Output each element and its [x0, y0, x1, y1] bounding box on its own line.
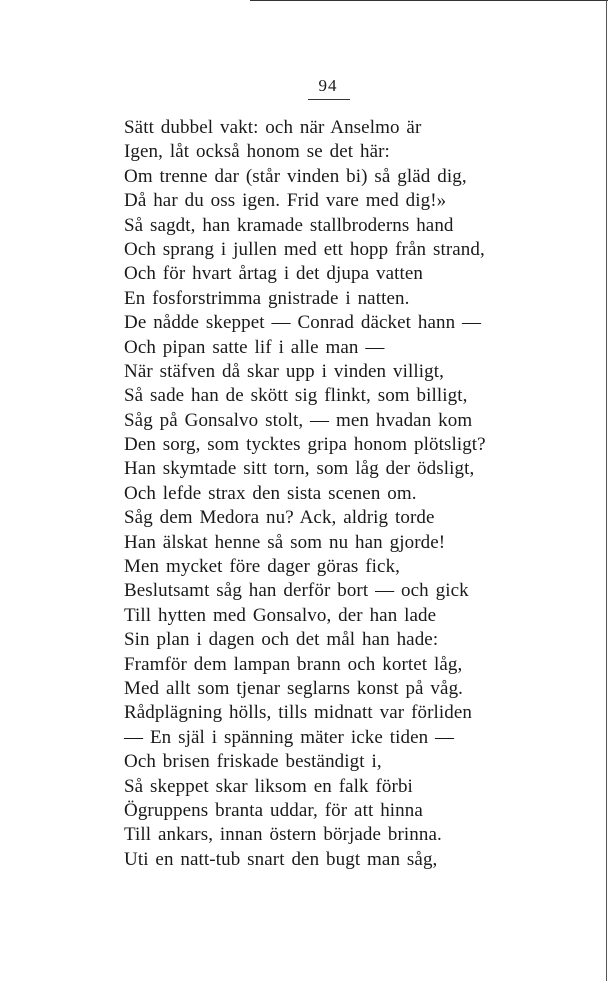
poem-line: Såg dem Medora nu? Ack, aldrig torde [124, 507, 435, 529]
poem-line: Uti en natt-tub snart den bugt man såg, [124, 848, 438, 870]
poem-line: Så sagdt, han kramade stallbroderns hand [124, 214, 454, 236]
poem-line: Så skeppet skar liksom en falk förbi [124, 775, 413, 797]
poem-line: Och lefde strax den sista scenen om. [124, 482, 417, 504]
poem-line: Och brisen friskade beständigt i, [124, 751, 382, 773]
poem-line: Beslutsamt såg han derför bort — och gick [124, 580, 469, 602]
poem-line: Till ankars, innan östern började brinna. [124, 824, 442, 846]
poem-line: Han älskat henne så som nu han gjorde! [124, 531, 446, 553]
poem-line: Till hytten med Gonsalvo, der han lade [124, 604, 437, 626]
poem-text [124, 116, 600, 872]
poem-line: Ögruppens branta uddar, för att hinna [124, 799, 423, 821]
poem-line: De nådde skeppet — Conrad däcket hann — [124, 312, 482, 334]
poem-line: Den sorg, som tycktes gripa honom plötsligt? [124, 434, 486, 456]
page-number: 94 [318, 76, 338, 95]
poem-line: Med allt som tjenar seglarns konst på våg. [124, 677, 464, 699]
poem-line: Rådplägning hölls, tills midnatt var förliden [124, 702, 473, 724]
poem-line: Så sade han de skött sig flinkt, som billigt, [124, 385, 468, 407]
poem-line: När stäfven då skar upp i vinden villigt, [124, 360, 444, 382]
poem-line: Men mycket före dager göras fick, [124, 556, 401, 578]
poem-line: Han skymtade sitt torn, som låg der ödsligt, [124, 458, 475, 480]
poem-line: Såg på Gonsalvo stolt, — men hvadan kom [124, 409, 473, 431]
poem-line: Framför dem lampan brann och kortet låg, [124, 653, 463, 675]
poem-line: — En själ i spänning mäter icke tiden — [124, 726, 455, 748]
page-number-underline [308, 99, 350, 100]
poem-line: Sin plan i dagen och det mål han hade: [124, 629, 439, 651]
poem-line: Om trenne dar (står vinden bi) så gläd dig, [124, 165, 467, 187]
right-edge-rule [606, 0, 607, 981]
poem-line: En fosforstrimma gnistrade i natten. [124, 287, 410, 309]
poem-line: Och pipan satte lif i alle man — [124, 336, 385, 358]
poem-line: Igen, låt också honom se det här: [124, 141, 390, 163]
top-edge-rule [250, 0, 608, 1]
poem-line: Sätt dubbel vakt: och när Anselmo är [124, 117, 422, 138]
poem-line: Och sprang i jullen med ett hopp från strand, [124, 238, 485, 260]
poem-line: Och för hvart årtag i det djupa vatten [124, 263, 423, 285]
poem-line: Då har du oss igen. Frid vare med dig!» [124, 190, 447, 212]
